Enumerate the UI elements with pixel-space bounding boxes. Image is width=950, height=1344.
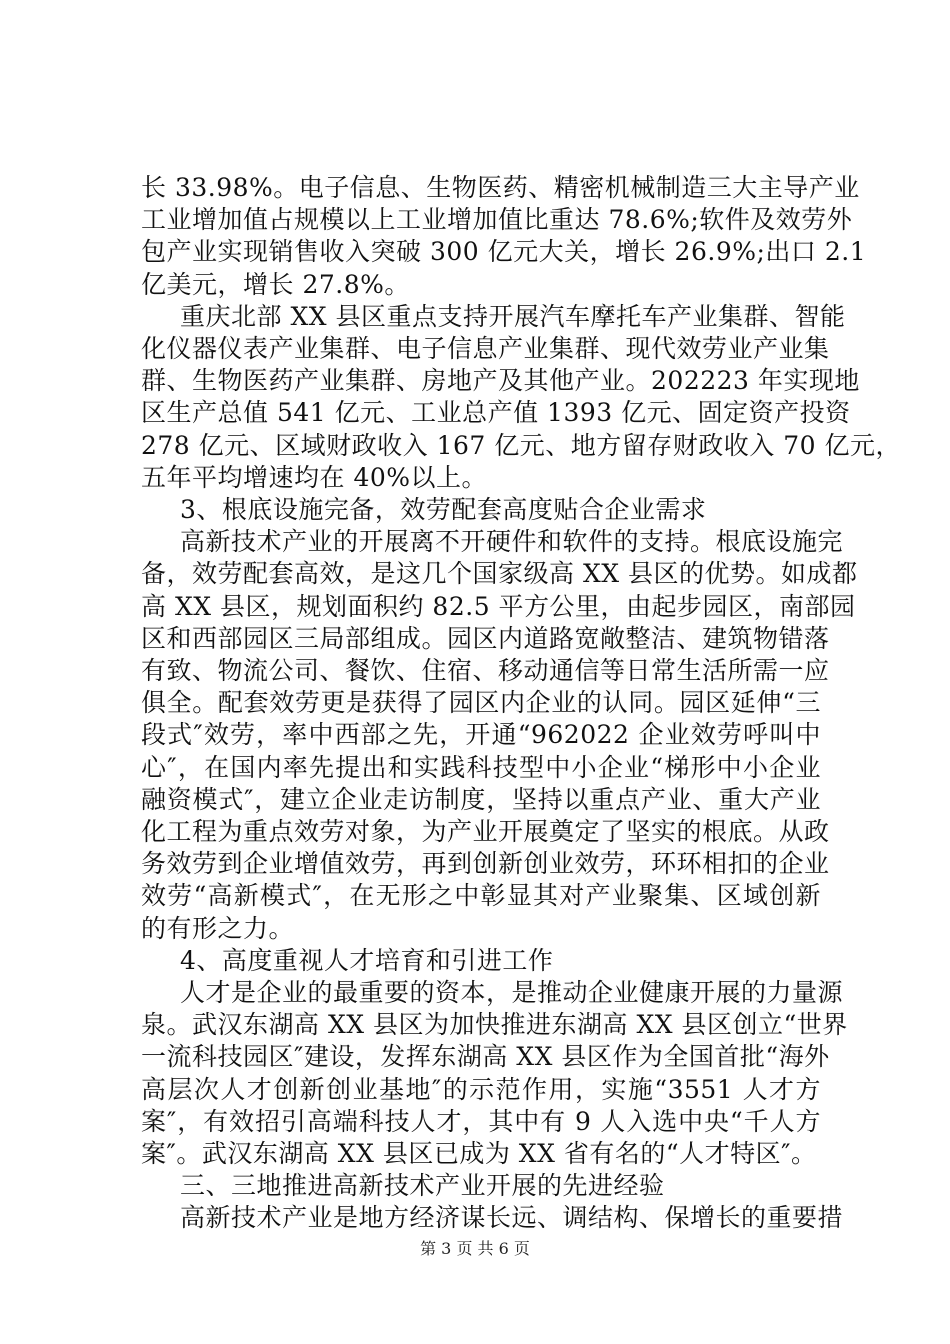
text-line: 化工程为重点效劳对象，为产业开展奠定了坚实的根底。从政	[141, 817, 830, 846]
text-line: 群、生物医药产业集群、房地产及其他产业。202223 年实现地	[141, 366, 860, 395]
text-line: 亿美元，增长 27.8%。	[141, 270, 410, 299]
section-heading: 4、高度重视人才培育和引进工作	[180, 946, 554, 975]
paragraph-first-line: 高新技术产业的开展离不开硬件和软件的支持。根底设施完	[180, 527, 844, 556]
text-line: 段式″效劳，率中西部之先，开通“962022 企业效劳呼叫中	[141, 720, 821, 749]
paragraph-first-line: 人才是企业的最重要的资本，是推动企业健康开展的力量源	[180, 978, 844, 1007]
text-line: 区生产总值 541 亿元、工业总产值 1393 亿元、固定资产投资	[141, 398, 851, 427]
page-number-footer: 第 3 页 共 6 页	[420, 1239, 530, 1258]
text-line: 长 33.98%。电子信息、生物医药、精密机械制造三大主导产业	[141, 173, 860, 202]
text-line: 案″，有效招引高端科技人才，其中有 9 人入选中央“千人方	[141, 1107, 821, 1136]
paragraph-first-line: 重庆北部 XX 县区重点支持开展汽车摩托车产业集群、智能	[180, 302, 846, 331]
text-line: 案″。武汉东湖高 XX 县区已成为 XX 省有名的“人才特区″。	[141, 1139, 817, 1168]
section-heading: 三、三地推进高新技术产业开展的先进经验	[180, 1171, 665, 1200]
text-line: 化仪器仪表产业集群、电子信息产业集群、现代效劳业产业集	[141, 334, 830, 363]
text-line: 的有形之力。	[141, 914, 295, 943]
text-line: 高 XX 县区，规划面积约 82.5 平方公里，由起步园区，南部园	[141, 592, 856, 621]
text-line: 278 亿元、区域财政收入 167 亿元、地方留存财政收入 70 亿元，	[141, 431, 901, 460]
text-line: 一流科技园区″建设，发挥东湖高 XX 县区作为全国首批“海外	[141, 1042, 830, 1071]
text-line: 工业增加值占规模以上工业增加值比重达 78.6%;软件及效劳外	[141, 205, 853, 234]
paragraph-first-line: 高新技术产业是地方经济谋长远、调结构、保增长的重要措	[180, 1203, 844, 1232]
text-line: 俱全。配套效劳更是获得了园区内企业的认同。园区延伸“三	[141, 688, 821, 717]
section-heading: 3、根底设施完备，效劳配套高度贴合企业需求	[180, 495, 707, 524]
text-line: 融资模式″，建立企业走访制度，坚持以重点产业、重大产业	[141, 785, 821, 814]
text-line: 效劳“高新模式″，在无形之中彰显其对产业聚集、区域创新	[141, 881, 821, 910]
text-line: 包产业实现销售收入突破 300 亿元大关，增长 26.9%;出口 2.1	[141, 237, 867, 266]
text-line: 泉。武汉东湖高 XX 县区为加快推进东湖高 XX 县区创立“世界	[141, 1010, 848, 1039]
text-line: 备，效劳配套高效，是这几个国家级高 XX 县区的优势。如成都	[141, 559, 858, 588]
text-line: 心″，在国内率先提出和实践科技型中小企业“梯形中小企业	[141, 753, 821, 782]
text-line: 务效劳到企业增值效劳，再到创新创业效劳，环环相扣的企业	[141, 849, 830, 878]
text-line: 有致、物流公司、餐饮、住宿、移动通信等日常生活所需一应	[141, 656, 830, 685]
text-line: 高层次人才创新创业基地″的示范作用，实施“3551 人才方	[141, 1075, 821, 1104]
text-line: 区和西部园区三局部组成。园区内道路宽敞整洁、建筑物错落	[141, 624, 830, 653]
text-line: 五年平均增速均在 40%以上。	[141, 463, 488, 492]
